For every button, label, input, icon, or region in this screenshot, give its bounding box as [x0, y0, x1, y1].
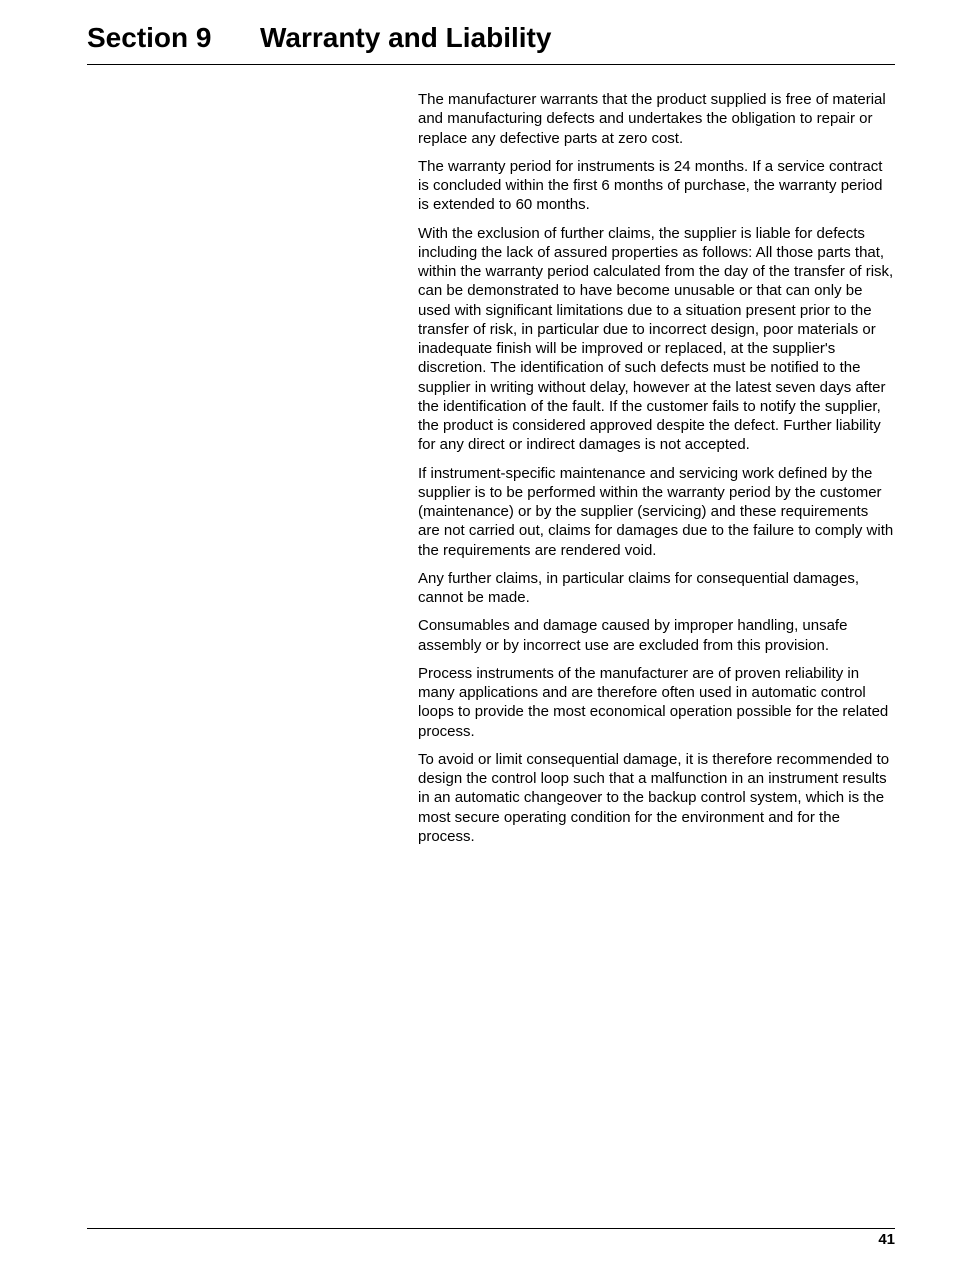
page-header — [87, 18, 895, 65]
paragraph-warranty-scope: The manufacturer warrants that the product supplied is free of material and manufacturing defects and undertakes the obligation to repair or replace any defective parts at zero cost. — [418, 91, 886, 147]
body-text — [418, 90, 894, 855]
page-title: Warranty and Liability — [260, 22, 552, 53]
section-number: Section 9 — [87, 22, 212, 53]
page-number: 41 — [878, 1231, 895, 1248]
paragraph-consequential-damage: To avoid or limit consequential damage, it is therefore recommended to design the control loop such that a malfunction in an instrument results in an automatic changeover to the backup control system, which is the most secure operating condition for the environment and for the process. — [418, 750, 890, 845]
paragraph-consumables-exclusion: Consumables and damage caused by improper handling, unsafe assembly or by incorrect use are excluded from this provision. — [418, 617, 848, 654]
page-footer — [87, 1228, 895, 1248]
paragraph-further-claims: Any further claims, in particular claims for consequential damages, cannot be made. — [418, 569, 860, 606]
paragraph-process-instruments: Process instruments of the manufacturer are of proven reliability in many applications and are therefore often used in automatic control loops to provide the most economical operation possible for the related process. — [418, 664, 889, 740]
paragraph-liability-defects: With the exclusion of further claims, the supplier is liable for defects including the lack of assured properties as follows: All those parts that, within the warranty period calculated from the day of the transfer of risk, can be demonstrated to have become unusable or that can only be used with significant limitations due to a situation present prior to the transfer of risk, in particular due to incorrect design, poor materials or inadequate finish will be improved or replaced, at the supplier's discretion. The identification of such defects must be notified to the supplier in writing without delay, however at the latest seven days after the identification of the fault. If the customer fails to notify the supplier, the product is considered approved despite the defect. Further liability for any direct or indirect damages is not accepted. — [418, 224, 894, 454]
paragraph-maintenance-servicing: If instrument-specific maintenance and servicing work defined by the supplier is to be performed within the warranty period by the customer (maintenance) or by the supplier (servicing) and these requirements are not carried out, claims for damages due to the failure to comply with the requirements are rendered void. — [418, 464, 894, 559]
paragraph-warranty-period: The warranty period for instruments is 24 months. If a service contract is concluded within the first 6 months of purchase, the warranty period is extended to 60 months. — [418, 157, 883, 214]
